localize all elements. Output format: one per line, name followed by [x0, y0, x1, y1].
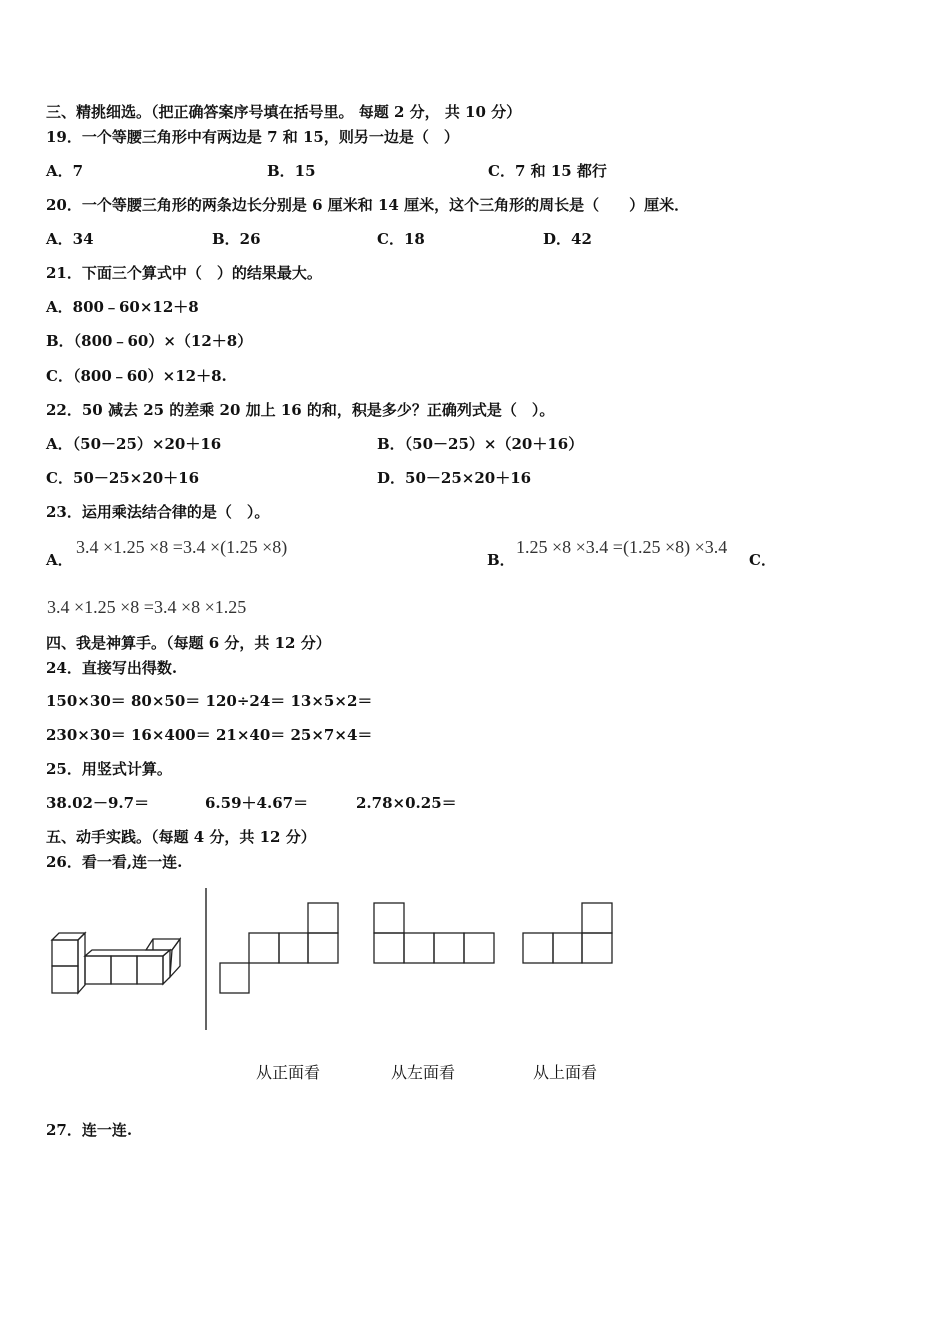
q23-option-c-label: C．	[749, 551, 776, 569]
q24-row-2: 230×30＝ 16×400＝ 21×40＝ 25×7×4＝	[46, 726, 373, 744]
q27-stem: 27．连一连.	[46, 1121, 133, 1139]
caption-front-view: 从正面看	[256, 1063, 321, 1082]
q21-option-a: A．800﹣60×12＋8	[46, 298, 199, 316]
q21-option-c: C．（800﹣60）×12＋8.	[46, 367, 227, 385]
q23-option-c-expression: 3.4 ×1.25 ×8 =3.4 ×8 ×1.25	[47, 597, 247, 617]
q25-expression-3: 2.78×0.25＝	[356, 794, 457, 812]
q19-option-b: B．15	[267, 162, 316, 180]
q20-option-b: B．26	[212, 230, 261, 248]
q22-option-b: B．（50－25）×（20＋16）	[377, 435, 584, 453]
q24-row-1: 150×30＝ 80×50＝ 120÷24＝ 13×5×2＝	[46, 692, 373, 710]
q22-option-a: A．（50－25）×20＋16	[46, 435, 222, 453]
q24-stem: 24．直接写出得数.	[46, 659, 178, 677]
section-4-title: 四、我是神算手。（每题 6 分，共 12 分）	[46, 634, 331, 652]
q25-stem: 25．用竖式计算。	[46, 760, 172, 778]
q25-expression-1: 38.02－9.7＝	[46, 794, 150, 812]
q21-stem: 21．下面三个算式中（ ）的结果最大。	[46, 264, 322, 282]
caption-left-view: 从左面看	[391, 1063, 456, 1082]
q23-option-a-expression: 3.4 ×1.25 ×8 =3.4 ×(1.25 ×8)	[76, 537, 288, 557]
q25-expression-2: 6.59＋4.67＝	[205, 794, 309, 812]
q21-option-b: B．（800﹣60）×（12＋8）	[46, 332, 253, 350]
section-5-title: 五、动手实践。（每题 4 分，共 12 分）	[46, 828, 316, 846]
q20-option-c: C．18	[377, 230, 425, 248]
q26-stem: 26．看一看,连一连.	[46, 853, 183, 871]
q19-stem: 19．一个等腰三角形中有两边是 7 和 15，则另一边是（ ）	[46, 128, 459, 146]
q22-option-c: C．50－25×20＋16	[46, 469, 200, 487]
q22-option-d: D．50－25×20＋16	[377, 469, 532, 487]
q23-option-b-expression: 1.25 ×8 ×3.4 =(1.25 ×8) ×3.4	[516, 537, 728, 557]
q23-stem: 23．运用乘法结合律的是（ ）。	[46, 503, 270, 521]
q20-option-a: A．34	[46, 230, 94, 248]
q19-option-a: A．7	[46, 162, 84, 180]
q20-stem: 20．一个等腰三角形的两条边长分别是 6 厘米和 14 厘米，这个三角形的周长是（ ）厘米．	[46, 196, 690, 214]
q19-option-c: C．7 和 15 都行	[488, 162, 607, 180]
q23-option-b-label: B．	[487, 551, 515, 569]
section-3-title: 三、精挑细选。（把正确答案序号填在括号里。 每题 2 分， 共 10 分）	[46, 103, 522, 121]
q20-option-d: D．42	[543, 230, 592, 248]
caption-top-view: 从上面看	[533, 1063, 598, 1082]
q23-option-a-label: A．	[46, 551, 73, 569]
q22-stem: 22．50 减去 25 的差乘 20 加上 16 的和，积是多少？正确列式是（ ）。	[46, 401, 555, 419]
